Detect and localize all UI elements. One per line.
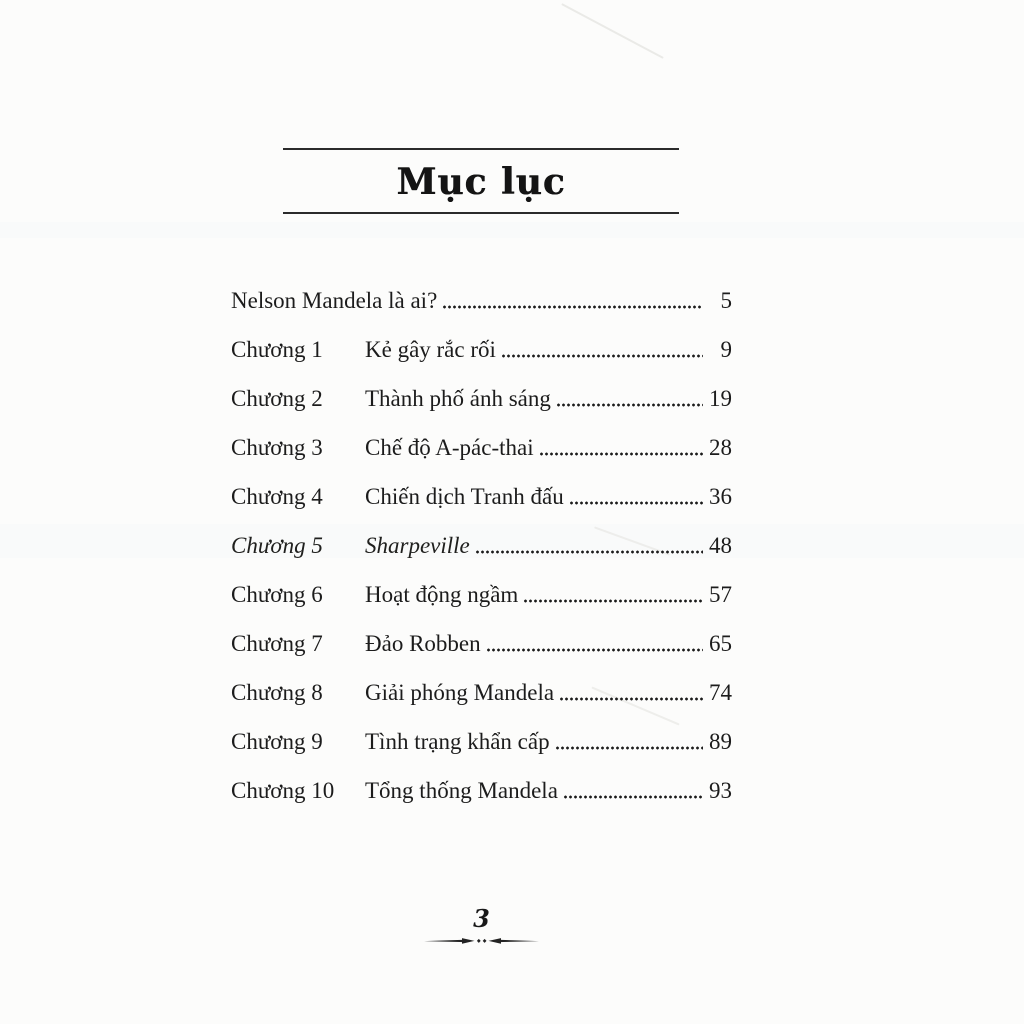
page-number: 3 (473, 904, 490, 933)
dotted-leader (486, 647, 703, 653)
page-title: Mục lục (396, 161, 566, 203)
toc-entry-title: Thành phố ánh sáng (365, 386, 551, 411)
dotted-leader (501, 353, 703, 359)
header-rule-top (283, 148, 679, 150)
dotted-leader (563, 794, 703, 800)
toc-entry-title: Tình trạng khẩn cấp (365, 729, 550, 754)
toc-entry (231, 385, 732, 412)
toc-entry-chapter-label: Chương 2 (231, 386, 323, 411)
header-rule-bottom (283, 212, 679, 214)
toc-entry-page-number: 48 (709, 533, 732, 558)
toc-entry (231, 434, 732, 461)
toc-entry-chapter-label: Chương 6 (231, 582, 323, 607)
toc-entry-page-number: 65 (709, 631, 732, 656)
table-of-contents (231, 287, 732, 826)
toc-entry-page-number: 93 (709, 778, 732, 803)
toc-entry-page-number: 57 (709, 582, 732, 607)
dotted-leader (559, 696, 703, 702)
toc-entry (231, 336, 732, 363)
dotted-leader (442, 304, 703, 310)
toc-entry-title: Đảo Robben (365, 631, 481, 656)
toc-entry-chapter-label: Chương 10 (231, 778, 335, 803)
toc-entry (231, 777, 732, 804)
toc-entry-page-number: 74 (709, 680, 732, 705)
toc-entry (231, 287, 732, 314)
toc-entry-page-number: 5 (720, 288, 732, 313)
toc-entry-page-number: 89 (709, 729, 732, 754)
dotted-leader (523, 598, 703, 604)
dotted-leader (556, 402, 703, 408)
toc-entry (231, 630, 732, 657)
toc-entry-chapter-label: Chương 1 (231, 337, 323, 362)
toc-entry (231, 679, 732, 706)
footer-divider-ornament (424, 934, 539, 947)
toc-entry-chapter-label: Chương 3 (231, 435, 323, 460)
toc-entry-title: Chế độ A-pác-thai (365, 435, 534, 460)
toc-entry-chapter-label: Chương 5 (231, 533, 323, 558)
toc-entry (231, 728, 732, 755)
scan-tint (0, 222, 1024, 238)
dotted-leader (569, 500, 703, 506)
dotted-leader (539, 451, 703, 457)
toc-entry (231, 483, 732, 510)
toc-entry-title: Kẻ gây rắc rối (365, 337, 496, 362)
dotted-leader (475, 549, 703, 555)
toc-entry-title: Giải phóng Mandela (365, 680, 555, 705)
toc-entry-title: Hoạt động ngầm (365, 582, 519, 607)
toc-entry-chapter-label: Chương 7 (231, 631, 323, 656)
dotted-leader (555, 745, 703, 751)
toc-entry-chapter-label: Chương 4 (231, 484, 323, 509)
toc-entry-title: Nelson Mandela là ai? (231, 288, 438, 313)
toc-entry-page-number: 19 (709, 386, 732, 411)
page-footer (231, 906, 732, 947)
toc-header (283, 148, 679, 214)
toc-entry-page-number: 9 (720, 337, 732, 362)
toc-entry (231, 581, 732, 608)
scan-scratch (561, 3, 663, 59)
toc-entry-page-number: 28 (709, 435, 732, 460)
toc-entry-title: Chiến dịch Tranh đấu (365, 484, 564, 509)
toc-entry-chapter-label: Chương 8 (231, 680, 323, 705)
toc-entry-page-number: 36 (709, 484, 732, 509)
toc-entry-chapter-label: Chương 9 (231, 729, 323, 754)
toc-entry-title: Sharpeville (365, 533, 470, 558)
toc-entry (231, 532, 732, 559)
toc-entry-title: Tổng thống Mandela (365, 778, 558, 803)
